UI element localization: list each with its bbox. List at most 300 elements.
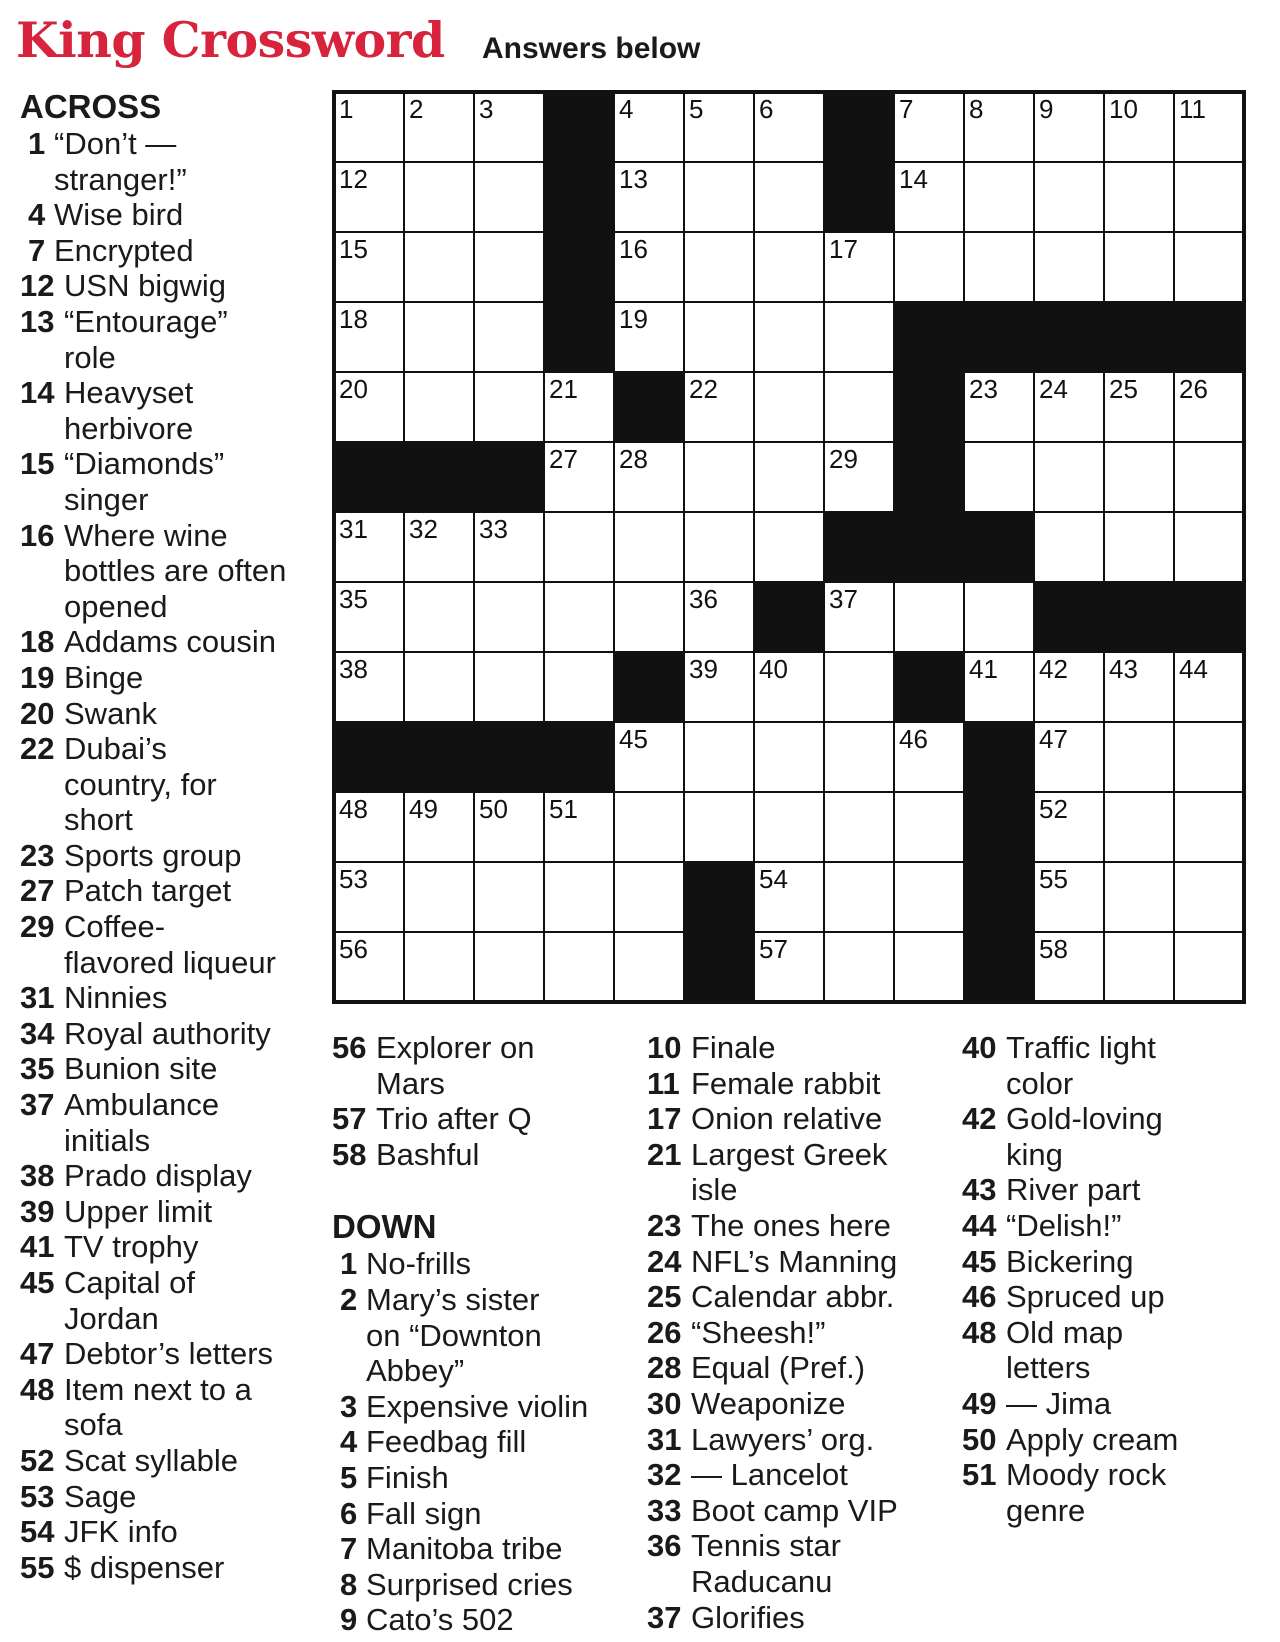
clue-number: 50 [962, 1421, 997, 1457]
cell-number: 58 [1039, 934, 1068, 964]
clue-number: 11 [647, 1065, 680, 1101]
clue-text: No-frills [366, 1246, 472, 1282]
clue-text: Traffic light [1006, 1030, 1156, 1065]
clue-item [20, 518, 316, 625]
grid-block [964, 512, 1034, 582]
clue-text: Expensive violin [366, 1388, 589, 1424]
grid-cell[interactable] [964, 442, 1034, 512]
grid-cell[interactable] [684, 652, 754, 722]
clue-item [962, 1172, 1262, 1208]
page-title: King Crossword [16, 11, 445, 69]
grid-cell[interactable] [684, 442, 754, 512]
clue-item [20, 268, 316, 304]
grid-block [964, 792, 1034, 862]
clue-item [332, 1567, 632, 1603]
grid-cell[interactable] [824, 862, 894, 932]
grid-cell[interactable] [334, 302, 404, 372]
grid-cell[interactable] [1034, 652, 1104, 722]
grid-cell[interactable] [1104, 442, 1174, 512]
cell-number: 26 [1179, 374, 1208, 404]
grid-line [613, 90, 615, 1004]
grid-cell[interactable] [1104, 722, 1174, 792]
clue-text: Surprised cries [366, 1566, 573, 1602]
grid-cell[interactable] [404, 652, 474, 722]
clue-item [332, 1030, 632, 1101]
grid-cell[interactable] [754, 92, 824, 162]
cell-number: 57 [759, 934, 788, 964]
clue-text: Jordan [64, 1300, 159, 1336]
grid-line [403, 90, 405, 1004]
grid-block [1034, 582, 1104, 652]
clue-number: 23 [647, 1207, 682, 1243]
clue-text: Debtor’s letters [64, 1336, 274, 1372]
clue-text: Weaponize [691, 1385, 846, 1421]
clue-text: Sage [64, 1478, 137, 1514]
grid-cell[interactable] [334, 652, 404, 722]
grid-cell[interactable] [754, 372, 824, 442]
clue-number: 38 [20, 1158, 55, 1194]
grid-cell[interactable] [1034, 862, 1104, 932]
cell-number: 17 [829, 234, 858, 264]
clue-text: Spruced up [1006, 1279, 1165, 1315]
grid-cell[interactable] [334, 512, 404, 582]
grid-block [404, 442, 474, 512]
clue-number: 48 [962, 1314, 997, 1350]
clue-number: 39 [20, 1193, 55, 1229]
clue-column-1 [20, 88, 316, 1585]
grid-cell[interactable] [894, 722, 964, 792]
clue-item [647, 1030, 947, 1066]
clue-text: Finale [691, 1030, 776, 1065]
cell-number: 43 [1109, 654, 1138, 684]
grid-cell[interactable] [824, 372, 894, 442]
grid-cell[interactable] [544, 862, 614, 932]
grid-cell[interactable] [614, 302, 684, 372]
grid-block [544, 162, 614, 232]
grid-cell[interactable] [684, 372, 754, 442]
cell-number: 7 [899, 94, 914, 124]
cell-number: 16 [619, 234, 648, 264]
grid-cell[interactable] [824, 582, 894, 652]
grid-cell[interactable] [1174, 442, 1244, 512]
grid-line [332, 161, 1246, 163]
grid-cell[interactable] [404, 92, 474, 162]
clue-text: Moody rock [1006, 1457, 1167, 1493]
grid-line [332, 231, 1246, 233]
grid-cell[interactable] [754, 302, 824, 372]
clue-number: 23 [20, 837, 55, 873]
clue-text: letters [1006, 1350, 1091, 1386]
cell-number: 37 [829, 584, 858, 614]
down-heading: DOWN [332, 1208, 437, 1246]
grid-line [332, 90, 336, 1004]
clue-item [20, 1479, 316, 1515]
grid-cell[interactable] [1104, 232, 1174, 302]
grid-cell[interactable] [1034, 512, 1104, 582]
grid-cell[interactable] [684, 722, 754, 792]
clue-number: 47 [20, 1336, 55, 1372]
clue-text: Fall sign [366, 1495, 482, 1531]
cell-number: 13 [619, 164, 648, 194]
grid-line [332, 791, 1246, 793]
clue-text: king [1006, 1136, 1063, 1172]
grid-cell[interactable] [544, 582, 614, 652]
grid-cell[interactable] [334, 162, 404, 232]
grid-cell[interactable] [754, 162, 824, 232]
grid-cell[interactable] [1034, 372, 1104, 442]
grid-cell[interactable] [1034, 92, 1104, 162]
clue-item [332, 1602, 632, 1638]
clue-number: 41 [20, 1229, 55, 1265]
grid-cell[interactable] [474, 932, 544, 1002]
grid-block [964, 932, 1034, 1002]
grid-cell[interactable] [824, 932, 894, 1002]
clue-text: Heavyset [64, 375, 194, 411]
clue-number: 45 [962, 1243, 997, 1279]
clue-text: opened [64, 588, 168, 624]
grid-cell[interactable] [474, 862, 544, 932]
clue-text: Explorer on [376, 1030, 535, 1065]
clue-item [20, 1514, 316, 1550]
clue-item [20, 660, 316, 696]
across-heading: ACROSS [20, 88, 162, 125]
clue-text: Manitoba tribe [366, 1531, 563, 1567]
grid-cell[interactable] [1104, 512, 1174, 582]
grid-line [332, 721, 1246, 723]
clue-text: Ninnies [64, 980, 168, 1016]
clue-number: 1 [340, 1246, 358, 1282]
grid-cell[interactable] [684, 302, 754, 372]
grid-cell[interactable] [824, 792, 894, 862]
grid-cell[interactable] [544, 372, 614, 442]
grid-cell[interactable] [404, 862, 474, 932]
clue-number: 24 [647, 1243, 682, 1279]
clue-number: 17 [647, 1101, 682, 1137]
clue-text: “Entourage” [64, 303, 228, 339]
grid-cell[interactable] [614, 232, 684, 302]
grid-cell[interactable] [1174, 722, 1244, 792]
clue-item [332, 1246, 632, 1282]
grid-cell[interactable] [1104, 652, 1174, 722]
grid-cell[interactable] [964, 232, 1034, 302]
grid-cell[interactable] [824, 652, 894, 722]
clue-number: 4 [340, 1424, 358, 1460]
grid-cell[interactable] [404, 302, 474, 372]
clue-text: Mary’s sister [366, 1281, 540, 1317]
clue-item [962, 1457, 1262, 1528]
clue-text: Royal authority [64, 1015, 271, 1051]
grid-block [894, 512, 964, 582]
grid-block [474, 722, 544, 792]
grid-cell[interactable] [754, 792, 824, 862]
clue-item [647, 1528, 947, 1599]
cell-number: 11 [1179, 94, 1206, 124]
grid-cell[interactable] [754, 442, 824, 512]
grid-cell[interactable] [334, 932, 404, 1002]
clue-item [647, 1493, 947, 1529]
grid-block [684, 932, 754, 1002]
grid-cell[interactable] [964, 582, 1034, 652]
clue-text: Scat syllable [64, 1442, 239, 1478]
clue-text: “Sheesh!” [691, 1314, 826, 1350]
grid-cell[interactable] [754, 232, 824, 302]
clue-item [20, 1229, 316, 1265]
clue-item [647, 1422, 947, 1458]
clue-number: 43 [962, 1172, 997, 1208]
grid-cell[interactable] [1174, 932, 1244, 1002]
grid-cell[interactable] [474, 372, 544, 442]
grid-line [332, 301, 1246, 303]
grid-line [1173, 90, 1175, 1004]
clue-text: Encrypted [54, 232, 194, 268]
cell-number: 44 [1179, 654, 1208, 684]
grid-cell[interactable] [1034, 162, 1104, 232]
clue-item [962, 1208, 1262, 1244]
cell-number: 28 [619, 444, 648, 474]
grid-cell[interactable] [684, 162, 754, 232]
grid-cell[interactable] [684, 792, 754, 862]
cell-number: 24 [1039, 374, 1068, 404]
grid-cell[interactable] [404, 372, 474, 442]
clue-item [20, 1336, 316, 1372]
grid-cell[interactable] [1174, 652, 1244, 722]
cell-number: 27 [549, 444, 578, 474]
grid-cell[interactable] [614, 722, 684, 792]
cell-number: 52 [1039, 794, 1068, 824]
grid-cell[interactable] [684, 232, 754, 302]
grid-cell[interactable] [1104, 162, 1174, 232]
grid-line [332, 931, 1246, 933]
grid-cell[interactable] [334, 372, 404, 442]
grid-line [963, 90, 965, 1004]
grid-cell[interactable] [964, 372, 1034, 442]
clue-number: 15 [20, 446, 55, 482]
grid-cell[interactable] [1174, 372, 1244, 442]
grid-cell[interactable] [824, 302, 894, 372]
grid-cell[interactable] [544, 652, 614, 722]
grid-block [1034, 302, 1104, 372]
grid-line [332, 651, 1246, 653]
grid-cell[interactable] [614, 792, 684, 862]
clue-text: Addams cousin [64, 624, 276, 660]
grid-block [334, 442, 404, 512]
grid-cell[interactable] [824, 722, 894, 792]
clue-number: 25 [647, 1279, 682, 1315]
clue-item [332, 1496, 632, 1532]
clue-item [647, 1315, 947, 1351]
grid-cell[interactable] [964, 92, 1034, 162]
grid-cell[interactable] [684, 92, 754, 162]
grid-cell[interactable] [754, 862, 824, 932]
grid-cell[interactable] [1104, 792, 1174, 862]
clue-text: Dubai’s [64, 731, 167, 767]
grid-cell[interactable] [1174, 862, 1244, 932]
grid-cell[interactable] [474, 162, 544, 232]
grid-cell[interactable] [1174, 162, 1244, 232]
clue-item [20, 1016, 316, 1052]
clue-number: 22 [20, 731, 55, 767]
clue-number: 19 [20, 659, 55, 695]
clue-item [20, 1158, 316, 1194]
clue-item [20, 304, 316, 375]
clue-text: herbivore [64, 410, 194, 446]
grid-cell[interactable] [894, 162, 964, 232]
grid-cell[interactable] [474, 792, 544, 862]
clue-text: Trio after Q [376, 1101, 532, 1137]
clue-text: initials [64, 1122, 151, 1158]
clue-item [962, 1386, 1262, 1422]
page-subtitle: Answers below [482, 32, 701, 65]
grid-cell[interactable] [474, 302, 544, 372]
grid-cell[interactable] [824, 232, 894, 302]
grid-cell[interactable] [334, 862, 404, 932]
grid-cell[interactable] [1104, 92, 1174, 162]
grid-cell[interactable] [544, 932, 614, 1002]
grid-cell[interactable] [1104, 862, 1174, 932]
grid-cell[interactable] [1034, 932, 1104, 1002]
clue-number: 49 [962, 1385, 997, 1421]
clue-number: 7 [340, 1531, 358, 1567]
grid-cell[interactable] [544, 512, 614, 582]
grid-cell[interactable] [964, 162, 1034, 232]
clue-number: 37 [647, 1599, 682, 1635]
clue-text: Item next to a [64, 1371, 252, 1407]
grid-cell[interactable] [894, 92, 964, 162]
grid-cell[interactable] [894, 232, 964, 302]
grid-cell[interactable] [614, 582, 684, 652]
grid-cell[interactable] [894, 862, 964, 932]
clue-item [20, 873, 316, 909]
grid-cell[interactable] [754, 652, 824, 722]
grid-cell[interactable] [1104, 932, 1174, 1002]
grid-cell[interactable] [894, 582, 964, 652]
grid-cell[interactable] [544, 442, 614, 512]
grid-cell[interactable] [404, 232, 474, 302]
grid-cell[interactable] [1174, 512, 1244, 582]
grid-cell[interactable] [684, 512, 754, 582]
grid-cell[interactable] [334, 792, 404, 862]
clue-item [647, 1066, 947, 1102]
clue-item [20, 1194, 316, 1230]
grid-cell[interactable] [474, 92, 544, 162]
clue-number: 12 [20, 268, 55, 304]
grid-line [1242, 90, 1246, 1004]
grid-block [894, 442, 964, 512]
clue-text: The ones here [691, 1207, 891, 1243]
grid-cell[interactable] [1034, 442, 1104, 512]
grid-cell[interactable] [684, 582, 754, 652]
clue-item [647, 1244, 947, 1280]
clue-text: singer [64, 481, 149, 517]
grid-cell[interactable] [334, 582, 404, 652]
grid-cell[interactable] [404, 162, 474, 232]
grid-cell[interactable] [614, 862, 684, 932]
grid-line [332, 90, 1246, 94]
clue-number: 55 [20, 1549, 55, 1585]
clue-item [647, 1350, 947, 1386]
cell-number: 55 [1039, 864, 1068, 894]
grid-cell[interactable] [964, 652, 1034, 722]
cell-number: 14 [899, 164, 928, 194]
clue-text: Raducanu [691, 1563, 833, 1599]
clue-text: JFK info [64, 1514, 178, 1550]
cell-number: 21 [549, 374, 578, 404]
grid-cell[interactable] [474, 582, 544, 652]
grid-block [1104, 582, 1174, 652]
clue-item [332, 1101, 632, 1137]
grid-cell[interactable] [404, 932, 474, 1002]
grid-cell[interactable] [404, 582, 474, 652]
cell-number: 20 [339, 374, 368, 404]
grid-cell[interactable] [1034, 232, 1104, 302]
grid-cell[interactable] [754, 932, 824, 1002]
grid-cell[interactable] [824, 442, 894, 512]
grid-cell[interactable] [614, 512, 684, 582]
clue-text: Prado display [64, 1158, 252, 1194]
grid-cell[interactable] [544, 792, 614, 862]
grid-cell[interactable] [614, 442, 684, 512]
grid-cell[interactable] [334, 232, 404, 302]
grid-block [824, 162, 894, 232]
grid-block [824, 92, 894, 162]
grid-cell[interactable] [894, 792, 964, 862]
clue-item [962, 1101, 1262, 1172]
grid-line [1033, 90, 1035, 1004]
grid-cell[interactable] [1034, 792, 1104, 862]
grid-cell[interactable] [474, 512, 544, 582]
grid-cell[interactable] [614, 932, 684, 1002]
grid-cell[interactable] [1174, 232, 1244, 302]
grid-cell[interactable] [1174, 792, 1244, 862]
grid-cell[interactable] [614, 162, 684, 232]
clue-item [332, 1460, 632, 1496]
clue-number: 20 [20, 695, 55, 731]
grid-cell[interactable] [404, 792, 474, 862]
cell-number: 15 [339, 234, 368, 264]
grid-cell[interactable] [754, 722, 824, 792]
cell-number: 51 [549, 794, 578, 824]
clue-number: 6 [340, 1495, 358, 1531]
clue-item [647, 1208, 947, 1244]
clue-number: 1 [28, 126, 46, 161]
grid-cell[interactable] [754, 512, 824, 582]
clue-text: Bickering [1006, 1243, 1134, 1279]
cell-number: 4 [619, 94, 634, 124]
grid-line [823, 90, 825, 1004]
grid-cell[interactable] [1034, 722, 1104, 792]
clue-number: 58 [332, 1136, 367, 1172]
clue-text: Cato’s 502 [366, 1602, 514, 1638]
clue-text: Binge [64, 659, 144, 695]
grid-cell[interactable] [894, 932, 964, 1002]
clue-text: color [1006, 1065, 1074, 1101]
clue-text: Equal (Pref.) [691, 1350, 866, 1386]
grid-cell[interactable] [474, 232, 544, 302]
grid-cell[interactable] [1174, 92, 1244, 162]
grid-cell[interactable] [334, 92, 404, 162]
grid-cell[interactable] [1104, 372, 1174, 442]
clue-item [20, 624, 316, 660]
grid-block [544, 232, 614, 302]
grid-line [543, 90, 545, 1004]
cell-number: 18 [339, 304, 368, 334]
grid-line [332, 1000, 1246, 1004]
grid-cell[interactable] [474, 652, 544, 722]
grid-cell[interactable] [614, 92, 684, 162]
grid-cell[interactable] [404, 512, 474, 582]
clue-text: Abbey” [366, 1353, 465, 1389]
grid-line [473, 90, 475, 1004]
